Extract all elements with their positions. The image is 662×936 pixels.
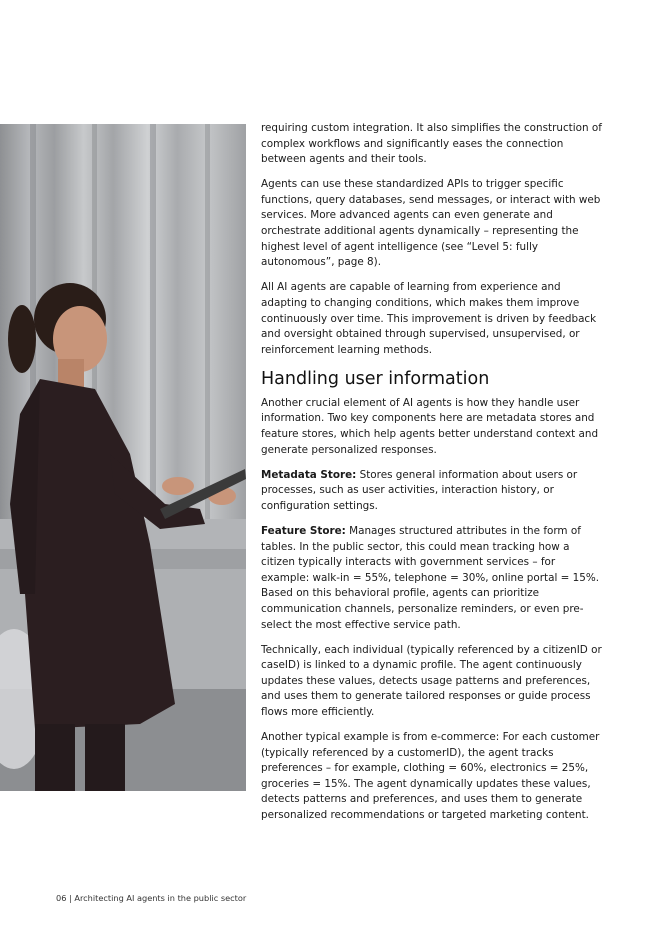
paragraph-ecommerce: Another typical example is from e-commerce: For each customer (typically referenced by a customerID), the agent tracks preferences – for example, clothing = 60%, electronics = 25%, groceries = 15%. The agent dynamically updates these values, detects patterns and preferences, and uses them to generate personalized recommendations or targeted marketing content. — [261, 731, 600, 822]
metadata-store-text: Stores general information about users or processes, such as user activities, interaction history, or configuration settings. — [261, 468, 578, 512]
footer-separator: | — [66, 893, 75, 903]
page-number: 06 — [56, 893, 67, 903]
paragraph-learning: All AI agents are capable of learning from experience and adapting to changing conditions, which makes them improve continuously over time. This improvement is driven by feedback and oversight obtained through supervised, unsupervised, or reinforcement learning methods. — [261, 281, 597, 356]
paragraph-technical: Technically, each individual (typically referenced by a citizenID or caseID) is linked to a dynamic profile. The agent continuously updates these values, detects usage patterns and preferences, and uses them to generate tailored responses or guide process flows more efficiently. — [261, 643, 602, 718]
feature-store-text: Manages structured attributes in the form of tables. In the public sector, this could mean tracking how a citizen typically interacts with government services – for example: walk-in = 55%, telephone = 30%, online portal = 15%. Based on this behavioral profile, agents can prioritize communication channels, personalize reminders, or even pre-select the most effective service path. — [261, 524, 600, 631]
page-footer — [56, 893, 246, 903]
paragraph-feature-store — [261, 524, 606, 633]
metadata-store-label: Metadata Store: — [261, 468, 357, 481]
paragraph-integration: requiring custom integration. It also simplifies the construction of complex workflows and significantly eases the connection between agents and their tools. — [261, 122, 602, 166]
paragraph-metadata-store — [261, 468, 606, 515]
article-body — [261, 121, 606, 833]
feature-store-label: Feature Store: — [261, 524, 346, 537]
document-title: Architecting AI agents in the public sector — [74, 893, 247, 903]
photo-illustration — [0, 124, 246, 791]
section-heading: Handling user information — [261, 368, 490, 389]
hero-photo — [0, 124, 246, 791]
paragraph-intro: Another crucial element of AI agents is how they handle user information. Two key components here are metadata stores and feature stores, which help agents better understand context and generate personalized responses. — [261, 396, 599, 456]
paragraph-apis: Agents can use these standardized APIs to trigger specific functions, query databases, send messages, or interact with web services. More advanced agents can even generate and orchestrate additional agents dynamically – representing the highest level of agent intelligence (see “Level 5: fully autonomous”, page 8). — [261, 178, 601, 269]
